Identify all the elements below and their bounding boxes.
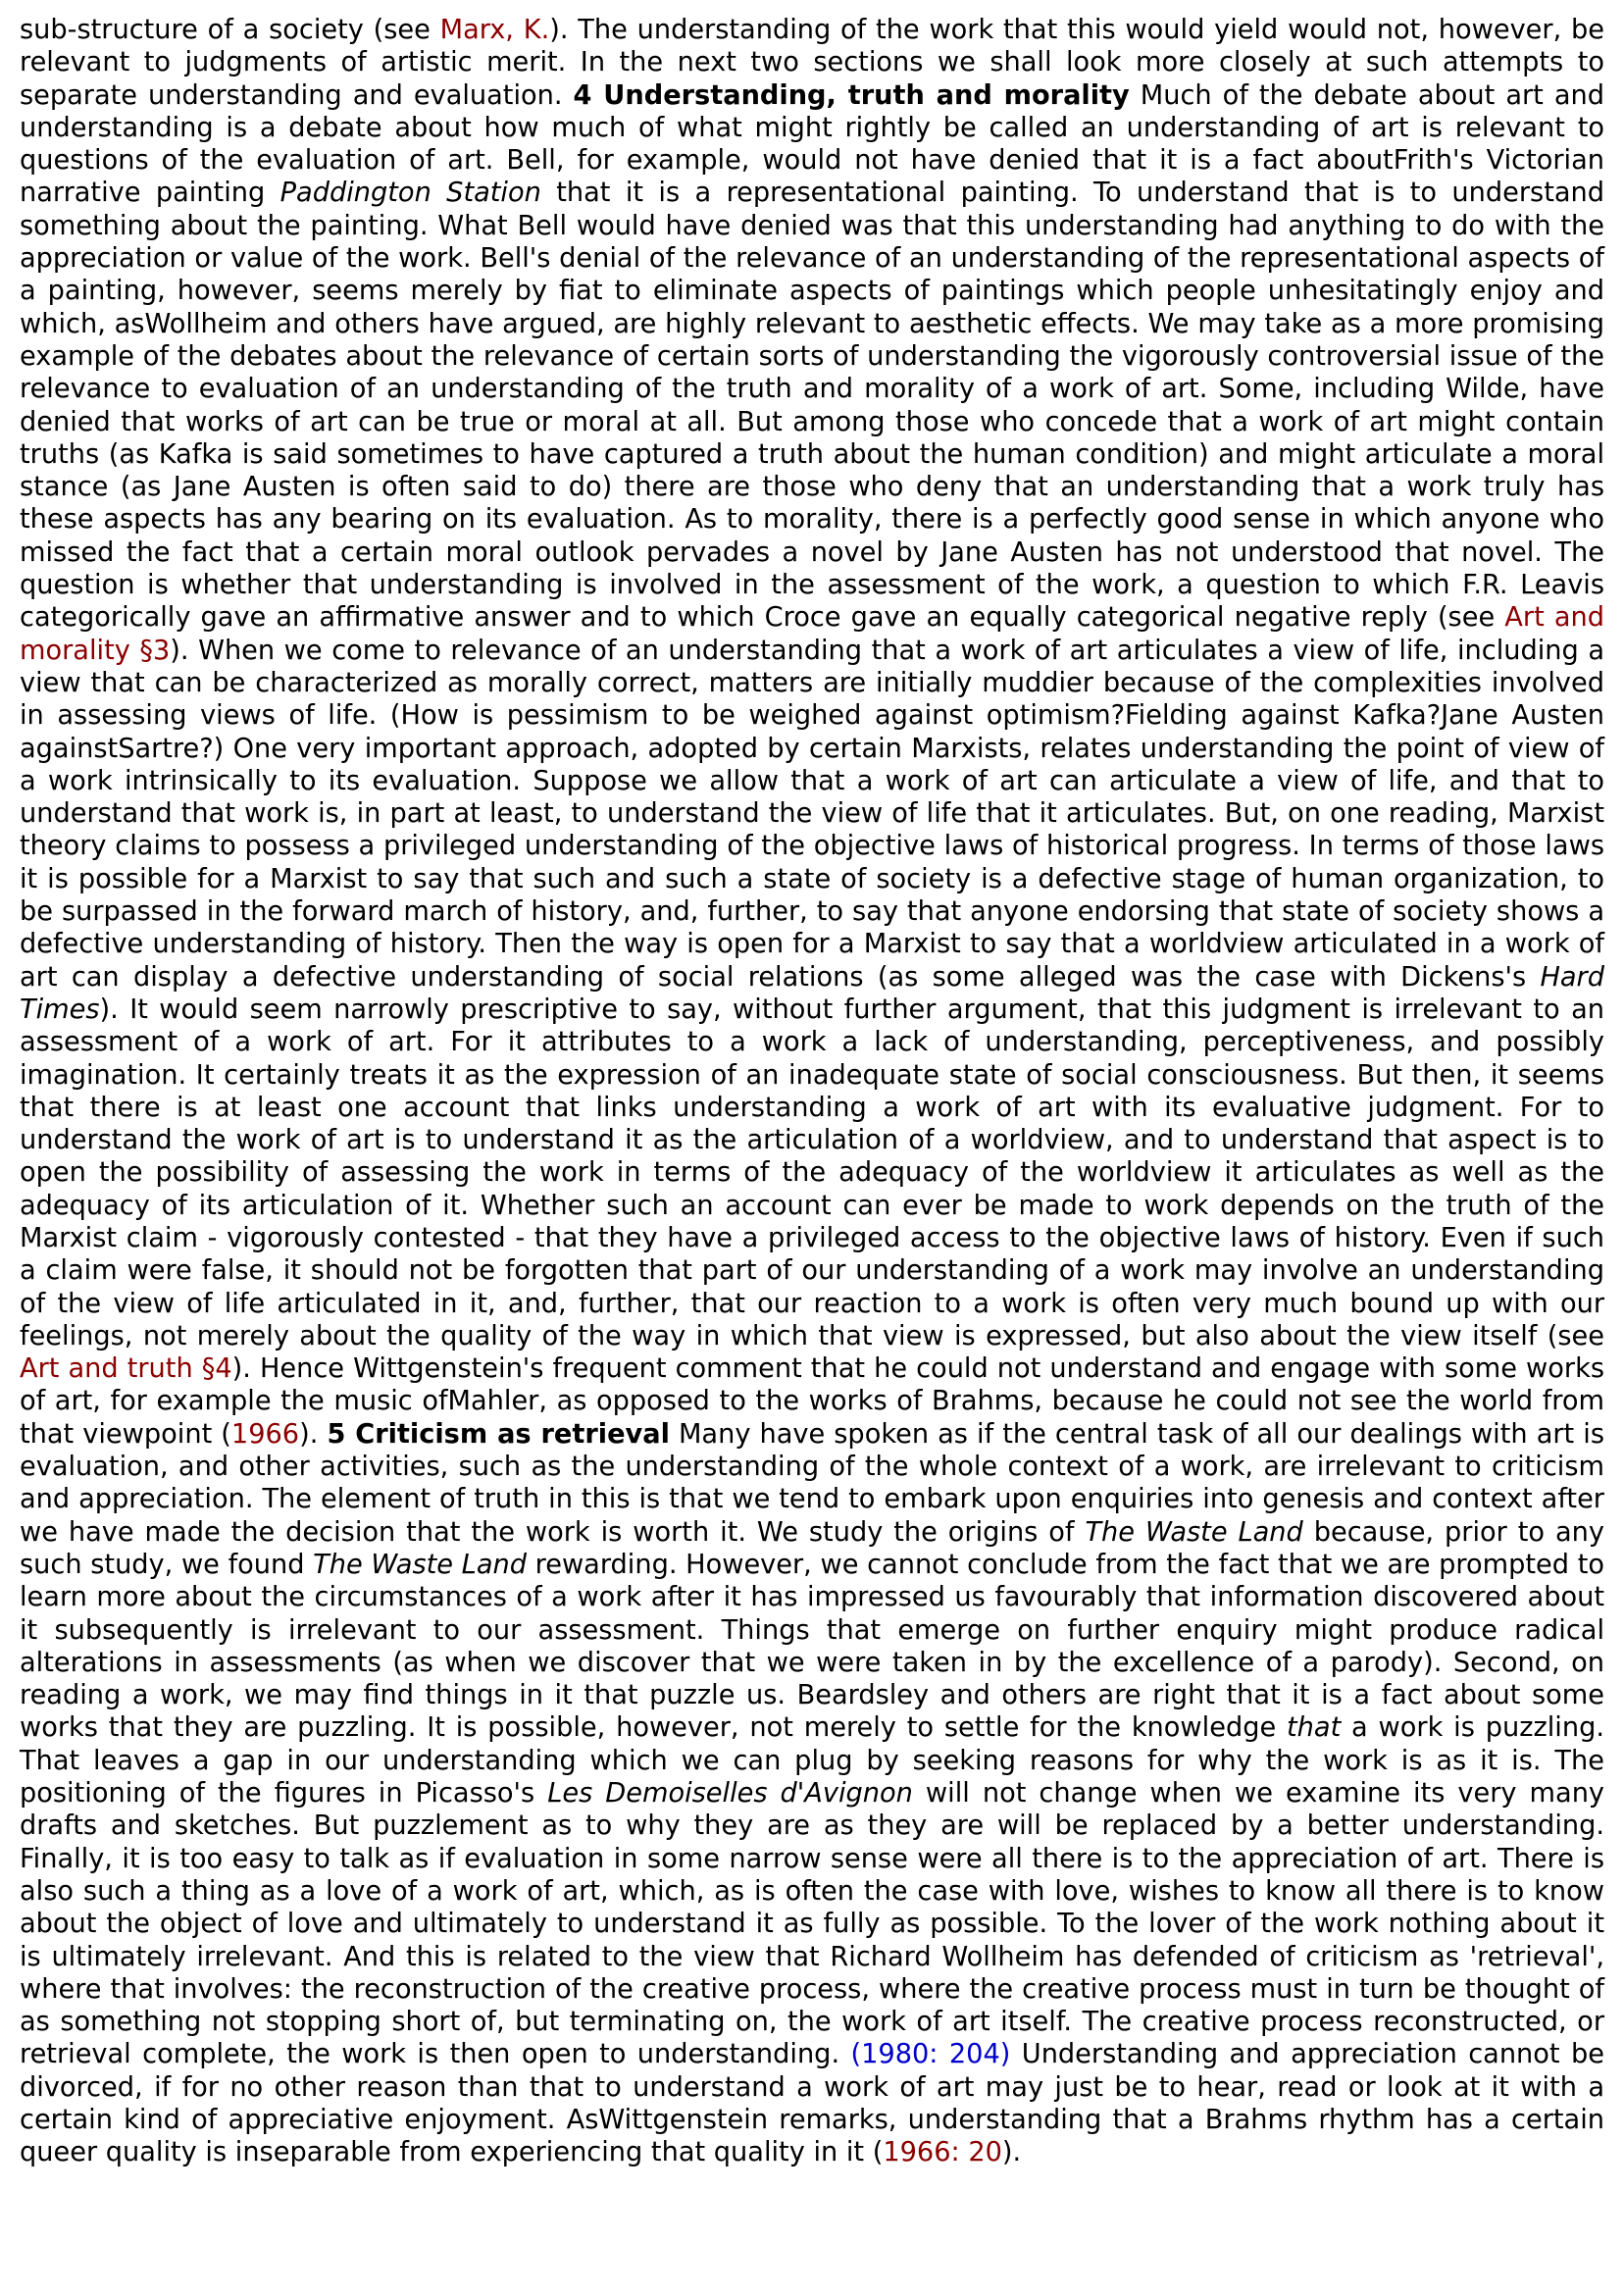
- title-paddington-station: Paddington Station: [279, 178, 541, 209]
- title-les-demoiselles: Les Demoiselles d'Avignon: [547, 1778, 913, 1810]
- text-run: Understanding and appreciation cannot be divorced, if for no other reason than that to understand a work of art may just be to hear, read or look at it with a certain kind of appreciative enjoyment. AsWittgenstein remarks, understanding that a Brahms rhythm has a certain queer quality is inseparable from experiencing that quality in it (: [20, 2039, 1604, 2168]
- link-marx[interactable]: Marx, K.: [439, 15, 550, 45]
- link-citation-1966[interactable]: 1966: [230, 1418, 300, 1450]
- text-run: sub-structure of a society (see: [20, 15, 440, 45]
- link-art-and-morality[interactable]: Art and morality §3: [20, 602, 1605, 666]
- text-run: that it is a representational painting. To understand that is to understand something about the painting. What Bell would have denied was that this understanding had anything to do with the appreciation or value of the work. Bell's denial of the relevance of an understanding of the representational aspects of a painting, however, seems merely by fiat to eliminate aspects of paintings which people unhesitatingly enjoy and which, asWollheim and others have argued, are highly relevant to aesthetic effects. We may take as a more promising example of the debates about the relevance of certain sorts of understanding the vigorously controversial issue of the relevance to evaluation of an understanding of the truth and morality of a work of art. Some, including Wilde, have denied that works of art can be true or moral at all. But among those who concede that a work of art might contain truths (as Kafka is said sometimes to have captured a truth about the human condition) and might articulate a moral stance (as Jane Austen is often said to do) there are those who deny that an understanding that a work truly has these aspects has any bearing on its evaluation. As to morality, there is a perfectly good sense in which anyone who missed the fact that a certain moral outlook pervades a novel by Jane Austen has not understood that novel. The question is whether that understanding is involved in the assessment of the work, a question to which F.R. Leavis categorically gave an affirmative answer and to which Croce gave an equally categorical negative reply (see: [20, 178, 1605, 634]
- link-citation-1966-20[interactable]: 1966: 20: [883, 2137, 1002, 2168]
- text-run: ).: [1001, 2137, 1022, 2168]
- title-waste-land: The Waste Land: [1085, 1516, 1303, 1548]
- section-heading-4: 4 Understanding, truth and morality: [573, 79, 1130, 111]
- text-run: Many have spoken as if the central task of all our dealings with art is evaluation, and other activities, such as the understanding of the whole context of a work, are irrelevant to criticism and appreciation. The element of truth in this is that we tend to embark upon enquiries into genesis and context after we have made the decision that the work is worth it. We study the origins of: [20, 1418, 1604, 1548]
- text-run: ). The understanding of the work that this would yield would not, however, be relevant to judgments of artistic merit. In the next two sections we shall look more closely at such attempts to separate understanding and evaluation.: [20, 15, 1604, 111]
- text-run: ).: [299, 1418, 328, 1450]
- link-art-and-truth[interactable]: Art and truth §4: [20, 1353, 232, 1385]
- title-waste-land: The Waste Land: [313, 1549, 527, 1580]
- section-heading-5: 5 Criticism as retrieval: [327, 1418, 670, 1450]
- text-run: because, prior to any such study, we found: [20, 1516, 1604, 1580]
- text-run: ). It would seem narrowly prescriptive to say, without further argument, that this judgment is irrelevant to an assessment of a work of art. For it attributes to a work a lack of understanding, perceptiveness, and possibly imagination. It certainly treats it as the expression of an inadequate state of social consciousness. But then, it seems that there is at least one account that links understanding a work of art with its evaluative judgment. For to understand the work of art is to understand it as the articulation of a worldview, and to understand that aspect is to open the possibility of assessing the work in terms of the adequacy of the worldview it articulates as well as the adequacy of its articulation of it. Whether such an account can ever be made to work depends on the truth of the Marxist claim - vigorously contested - that they have a privileged access to the objective laws of history. Even if such a claim were false, it should not be forgotten that part of our understanding of a work may involve an understanding of the view of life articulated in it, and, further, that our reaction to a work is often very much bound up with our feelings, not merely about the quality of the way in which that view is expressed, but also about the view itself (see: [20, 994, 1604, 1351]
- article-body: [20, 14, 1604, 2169]
- body-paragraph: [20, 14, 1604, 2169]
- text-run: ). Hence Wittgenstein's frequent comment that he could not understand and engage with some works of art, for example the music ofMahler, as opposed to the works of Brahms, because he could not see the world from that viewpoint (: [20, 1353, 1604, 1450]
- link-citation-1980-204[interactable]: (1980: 204): [850, 2039, 1011, 2070]
- title-hard-times: Hard Times: [20, 961, 1604, 1025]
- text-run: will not change when we examine its very many drafts and sketches. But puzzlement as to why they are as they are will be replaced by a better understanding. Finally, it is too easy to talk as if evaluation in some narrow sense were all there is to the appreciation of art. There is also such a thing as a love of a work of art, which, as is often the case with love, wishes to know all there is to know about the object of love and ultimately to understand it as fully as possible. To the lover of the work nothing about it is ultimately irrelevant. And this is related to the view that Richard Wollheim has defended of criticism as 'retrieval', where that involves: the reconstruction of the creative process, where the creative process must in turn be thought of as something not stopping short of, but terminating on, the work of art itself. The creative process reconstructed, or retrieval complete, the work is then open to understanding.: [20, 1778, 1605, 2070]
- emphasis-that: that: [1287, 1712, 1342, 1744]
- text-run: ). When we come to relevance of an understanding that a work of art articulates a view of life, including a view that can be characterized as morally correct, matters are initially muddier because of the complexities involved in assessing views of life. (How is pessimism to be weighed against optimism?Fielding against Kafka?Jane Austen againstSartre?) One very important approach, adopted by certain Marxists, relates understanding the point of view of a work intrinsically to its evaluation. Suppose we allow that a work of art can articulate a view of life, and that to understand that work is, in part at least, to understand the view of life that it articulates. But, on one reading, Marxist theory claims to possess a privileged understanding of the objective laws of historical progress. In terms of those laws it is possible for a Marxist to say that such and such a state of society is a defective stage of human organization, to be surpassed in the forward march of history, and, further, to say that anyone endorsing that state of society shows a defective understanding of history. Then the way is open for a Marxist to say that a worldview articulated in a work of art can display a defective understanding of social relations (as some alleged was the case with Dickens's: [20, 635, 1604, 993]
- text-run: rewarding. However, we cannot conclude from the fact that we are prompted to learn more about the circumstances of a work after it has impressed us favourably that information discovered about it subsequently is irrelevant to our assessment. Things that emerge on further enquiry might produce radical alterations in assessments (as when we discover that we were taken in by the excellence of a parody). Second, on reading a work, we may find things in it that puzzle us. Beardsley and others are right that it is a fact about some works that they are puzzling. It is possible, however, not merely to settle for the knowledge: [20, 1549, 1604, 1744]
- text-run: Much of the debate about art and understanding is a debate about how much of what might rightly be called an understanding of art is relevant to questions of the evaluation of art. Bell, for example, would not have denied that it is a fact aboutFrith's Victorian narrative painting: [20, 79, 1604, 209]
- text-run: a work is puzzling. That leaves a gap in our understanding which we can plug by seeking reasons for why the work is as it is. The positioning of the figures in Picasso's: [20, 1712, 1604, 1810]
